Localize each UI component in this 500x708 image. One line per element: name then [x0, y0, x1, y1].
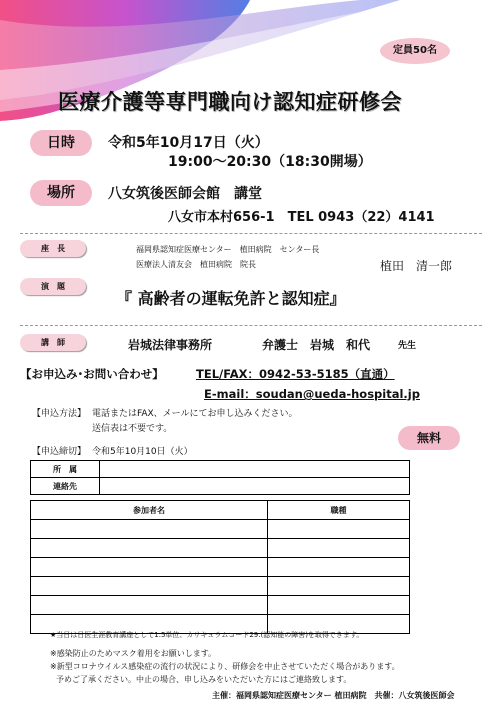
table-row: [31, 539, 410, 558]
deadline-label: 【申込締切】: [32, 447, 87, 457]
speaker-org: 岩城法律事務所: [128, 338, 213, 352]
chair-name: 植田 清一郎: [380, 259, 453, 273]
deadline-text: 令和5年10月10日（火）: [92, 447, 193, 457]
speaker-title: 弁護士 岩城 和代: [262, 338, 371, 352]
job-field[interactable]: [268, 520, 410, 539]
organizer: 主催：福岡県認知症医療センター 植田病院 共催：八女筑後医師会: [212, 691, 455, 700]
datetime-label: 日時: [30, 130, 92, 156]
divider: [20, 233, 482, 234]
method-note: 送信表は不要です。: [92, 424, 173, 434]
table-row: [31, 577, 410, 596]
method-text: 電話またはFAX、メールにてお申し込みください。: [92, 409, 298, 419]
venue-label: 場所: [30, 180, 92, 206]
affiliation-field[interactable]: [100, 461, 410, 478]
chair-label: 座 長: [20, 240, 86, 257]
venue-address: 八女市本村656-1 TEL 0943（22）4141: [168, 210, 435, 225]
job-field[interactable]: [268, 577, 410, 596]
fee-badge: 無料: [398, 426, 460, 450]
job-field[interactable]: [268, 539, 410, 558]
chair-line2: 医療法人清友会 植田病院 院長: [136, 260, 256, 269]
application-form-top: [30, 460, 410, 495]
chair-line1: 福岡県認知症医療センター 植田病院 センター長: [136, 245, 320, 254]
table-row: [31, 520, 410, 539]
lecture-label: 演 題: [20, 278, 86, 295]
participant-field[interactable]: [31, 596, 268, 615]
table-row: [31, 558, 410, 577]
speaker-label: 講 師: [20, 334, 86, 351]
speaker-suffix: 先生: [398, 341, 417, 351]
contact-email[interactable]: E-mail：soudan@ueda-hospital.jp: [204, 387, 420, 401]
participant-field[interactable]: [31, 577, 268, 596]
table-row: [31, 596, 410, 615]
datetime-line2: 19:00～20:30（18:30開場）: [168, 154, 372, 170]
contact-label: 連絡先: [31, 478, 100, 495]
job-field[interactable]: [268, 558, 410, 577]
contact-field[interactable]: [100, 478, 410, 495]
contact-header: 【お申込み･お問い合わせ】: [20, 367, 164, 381]
covid-note-2: 予めご了承ください。中止の場合、申し込みをいただいた方にはご連絡致します。: [56, 675, 352, 684]
job-column-header: 職種: [268, 501, 410, 520]
credit-note: ★当日は日医生涯教育講座として1.5単位、カリキュラムコード29.(認知能の障害)を取得できます。: [50, 631, 364, 639]
lecture-title: 『 高齢者の運転免許と認知症』: [116, 289, 346, 308]
contact-tel: TEL/FAX：0942-53-5185（直通）: [196, 367, 395, 381]
covid-note-1: ※新型コロナウイルス感染症の流行の状況により、研修会を中止させていただく場合があります。: [50, 662, 400, 671]
participant-field[interactable]: [31, 558, 268, 577]
datetime-line1: 令和5年10月17日（火）: [108, 135, 269, 151]
participant-column-header: 参加者名: [31, 501, 268, 520]
capacity-badge: 定員50名: [380, 38, 450, 64]
participant-field[interactable]: [31, 539, 268, 558]
venue-name: 八女筑後医師会館 講堂: [108, 186, 262, 202]
participant-field[interactable]: [31, 520, 268, 539]
divider: [20, 325, 482, 326]
affiliation-label: 所 属: [31, 461, 100, 478]
participant-table: [30, 500, 410, 634]
job-field[interactable]: [268, 596, 410, 615]
method-label: 【申込方法】: [32, 409, 87, 419]
page-title: 医療介護等専門職向け認知症研修会: [58, 90, 402, 114]
mask-note: ※感染防止のためマスク着用をお願いします。: [50, 649, 217, 658]
